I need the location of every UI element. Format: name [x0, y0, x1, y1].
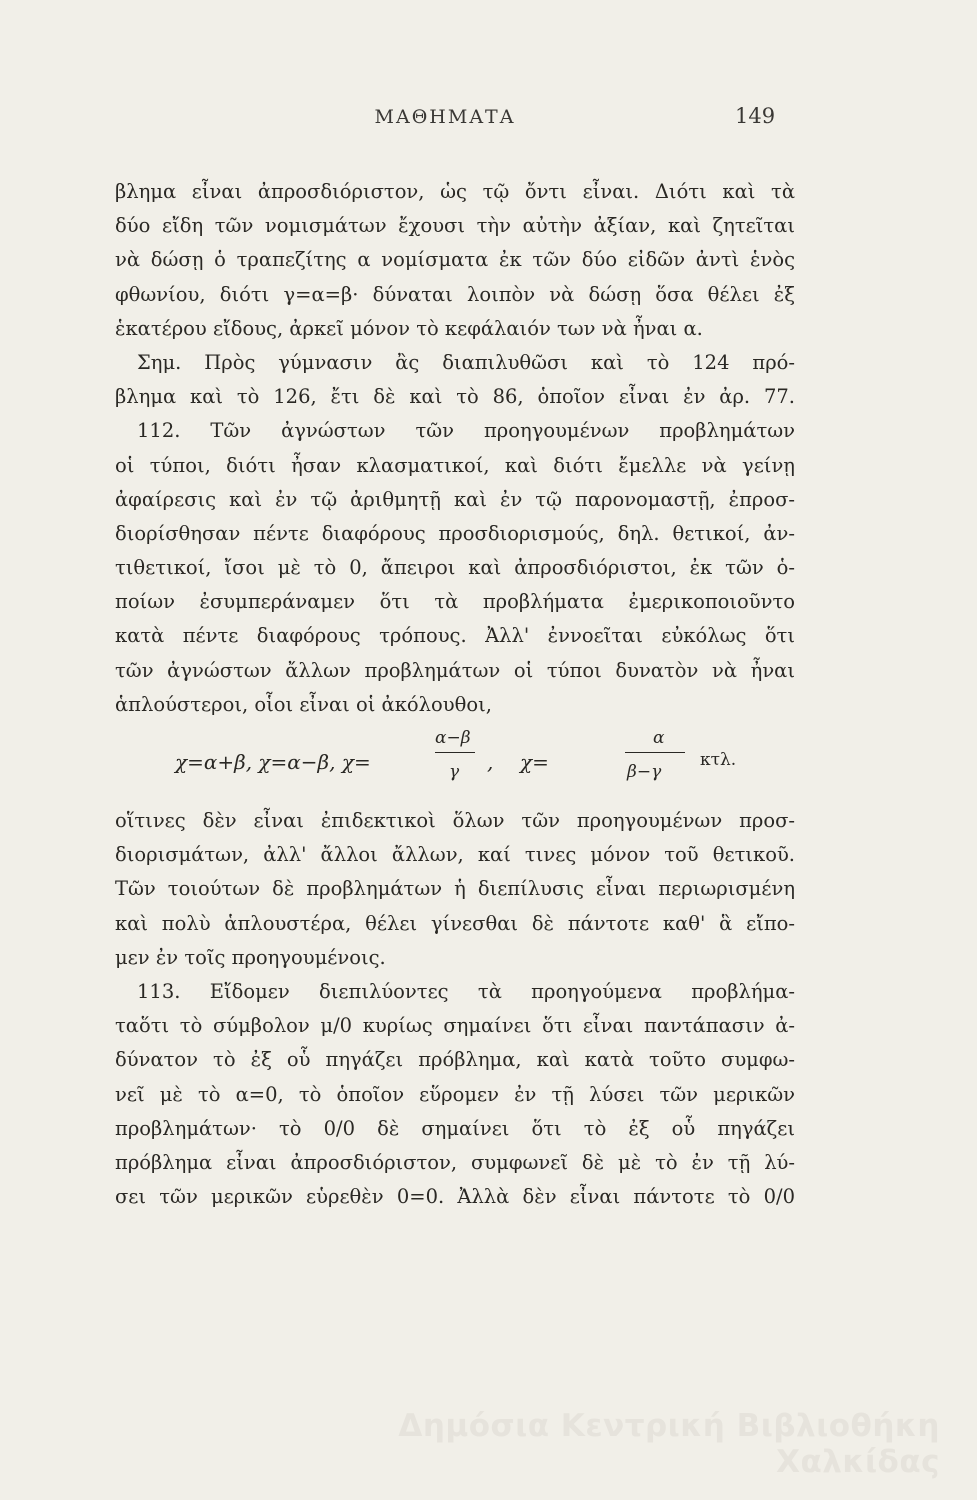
text-line: δύνατον τὸ ἐξ οὗ πηγάζει πρόβλημα, καὶ κατὰ τοῦτο συμφω-	[115, 1048, 795, 1072]
formula-comma: ,	[487, 750, 494, 774]
fraction-bar	[435, 752, 475, 754]
text-line: τῶν ἀγνώστων ἄλλων προβλημάτων οἱ τύποι δυνατὸν νὰ ἦναι	[115, 658, 795, 682]
formula-etc: κτλ.	[700, 750, 737, 770]
text-line: καὶ πολὺ ἁπλουστέρα, θέλει γίνεσθαι δὲ πάντοτε καθ' ἃ εἴπο-	[115, 911, 795, 935]
text-line: νὰ δώσῃ ὁ τραπεζίτης α νομίσματα ἐκ τῶν δύο εἰδῶν ἀντὶ ἑνὸς	[115, 248, 795, 272]
fraction-numerator: α−β	[435, 728, 471, 748]
text-line: οἱ τύποι, διότι ἦσαν κλασματικοί, καὶ διότι ἔμελλε νὰ γείνῃ	[115, 453, 795, 477]
text-line: μεν ἐν τοῖς προηγουμένοις.	[115, 945, 386, 969]
text-line: βλημα καὶ τὸ 126, ἔτι δὲ καὶ τὸ 86, ὁποῖον εἶναι ἐν ἀρ. 77.	[115, 385, 795, 409]
text-line: νεῖ μὲ τὸ α=0, τὸ ὁποῖον εὕρομεν ἐν τῇ λύσει τῶν μερικῶν	[115, 1082, 795, 1106]
formula-block	[115, 722, 795, 804]
text-line: διορισμάτων, ἀλλ' ἄλλοι ἄλλων, καί τινες μόνον τοῦ θετικοῦ.	[115, 843, 795, 867]
text-line: πρόβλημα εἶναι ἀπροσδιόριστον, συμφωνεῖ δὲ μὲ τὸ ἐν τῇ λύ-	[115, 1150, 795, 1174]
text-line: δύο εἴδη τῶν νομισμάτων ἔχουσι τὴν αὐτὴν ἀξίαν, καὶ ζητεῖται	[115, 214, 795, 238]
page-header	[0, 106, 977, 136]
text-line: ἁπλούστεροι, οἷοι εἶναι οἱ ἀκόλουθοι,	[115, 692, 492, 716]
fraction-bar	[625, 752, 685, 754]
text-line: κατὰ πέντε διαφόρους τρόπους. Ἀλλ' ἐννοεῖται εὐκόλως ὅτι	[115, 624, 795, 648]
fraction-denominator: β−γ	[627, 762, 662, 782]
text-line: ἀφαίρεσις καὶ ἐν τῷ ἀριθμητῇ καὶ ἐν τῷ παρονομαστῇ, ἐπροσ-	[115, 487, 795, 511]
text-line: προβλημάτων· τὸ 0/0 δὲ σημαίνει ὅτι τὸ ἐξ οὗ πηγάζει	[115, 1116, 795, 1140]
text-line: σει τῶν μερικῶν εὑρεθὲν 0=0. Ἀλλὰ δὲν εἶναι πάντοτε τὸ 0/0	[115, 1185, 795, 1209]
text-line: 112. Τῶν ἀγνώστων τῶν προηγουμένων προβλημάτων	[137, 419, 795, 443]
page-number: 149	[735, 104, 776, 128]
text-line: Σημ. Πρὸς γύμνασιν ἂς διαπιλυθῶσι καὶ τὸ 124 πρό-	[137, 350, 795, 374]
text-line: τιθετικοί, ἴσοι μὲ τὸ 0, ἄπειροι καὶ ἀπροσδιόριστοι, ἐκ τῶν ὁ-	[115, 556, 795, 580]
library-watermark: Δημόσια Κεντρική Βιβλιοθήκη Χαλκίδας	[398, 1408, 940, 1480]
text-line: 113. Εἴδομεν διεπιλύοντες τὰ προηγούμενα προβλήμα-	[137, 979, 795, 1003]
fraction-denominator: γ	[449, 762, 460, 782]
running-title: ΜΑΘΗΜΑΤΑ	[374, 106, 516, 128]
formula-part: χ=	[520, 750, 549, 774]
formula-part: χ=α+β, χ=α−β, χ=	[175, 750, 371, 774]
text-line: ταὅτι τὸ σύμβολον μ/0 κυρίως σημαίνει ὅτι εἶναι παντάπασιν ἀ-	[115, 1014, 795, 1038]
text-line: οἵτινες δὲν εἶναι ἐπιδεκτικοὶ ὅλων τῶν προηγουμένων προσ-	[115, 809, 795, 832]
text-line: διορίσθησαν πέντε διαφόρους προσδιορισμούς, δηλ. θετικοί, ἀν-	[115, 521, 795, 545]
text-line: Τῶν τοιούτων δὲ προβλημάτων ἡ διεπίλυσις εἶναι περιωρισμένη	[115, 877, 795, 901]
text-line: ποίων ἐσυμπεράναμεν ὅτι τὰ προβλήματα ἐμερικοποιοῦντο	[115, 590, 795, 614]
body-text	[115, 175, 795, 1214]
fraction-numerator: α	[653, 728, 665, 748]
text-line: φθωνίου, διότι γ=α=β· δύναται λοιπὸν νὰ δώσῃ ὅσα θέλει ἐξ	[115, 282, 795, 306]
text-line: βλημα εἶναι ἀπροσδιόριστον, ὡς τῷ ὄντι εἶναι. Διότι καὶ τὰ	[115, 180, 795, 203]
text-line: ἑκατέρου εἴδους, ἀρκεῖ μόνον τὸ κεφάλαιόν των νὰ ἦναι α.	[115, 316, 703, 340]
